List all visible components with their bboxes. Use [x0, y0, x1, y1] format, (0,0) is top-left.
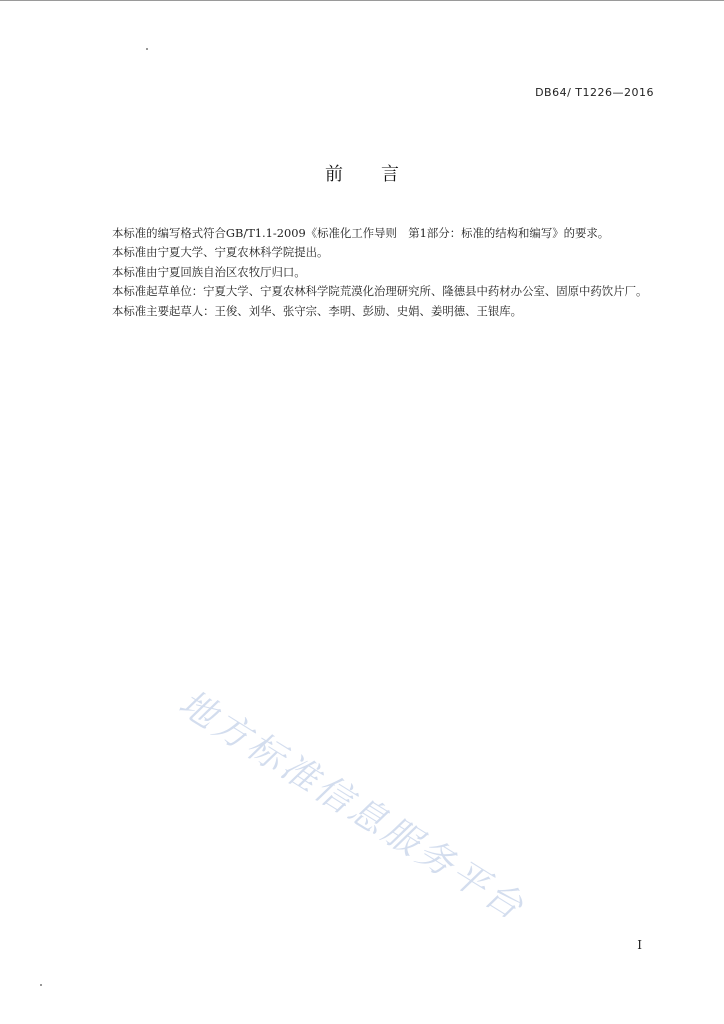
foreword-body	[88, 224, 660, 321]
page-title	[0, 160, 724, 186]
paragraph-drafters: 本标准主要起草人：王俊、刘华、张守宗、李明、彭励、史娟、姜明德、王银库。	[112, 303, 523, 318]
title-char-2: 言	[381, 164, 399, 185]
page-number: I	[637, 938, 642, 952]
title-char-1: 前	[325, 164, 343, 185]
scan-speck	[146, 48, 148, 50]
paragraph-administrator: 本标准由宁夏回族自治区农牧厅归口。	[112, 264, 306, 279]
watermark-text: 地方标准信息服务平台	[171, 682, 533, 930]
paragraph-proposer: 本标准由宁夏大学、宁夏农林科学院提出。	[112, 245, 329, 260]
document-code: DB64/ T1226—2016	[535, 86, 654, 99]
paragraph-drafting-units: 本标准起草单位：宁夏大学、宁夏农林科学院荒漠化治理研究所、隆德县中药材办公室、固原中药饮片厂。	[112, 284, 648, 299]
paragraph-format: 本标准的编写格式符合GB/T1.1-2009《标准化工作导则 第1部分：标准的结构和编写》的要求。	[112, 226, 610, 240]
page-top-border	[0, 0, 724, 1]
scan-speck	[40, 984, 42, 986]
